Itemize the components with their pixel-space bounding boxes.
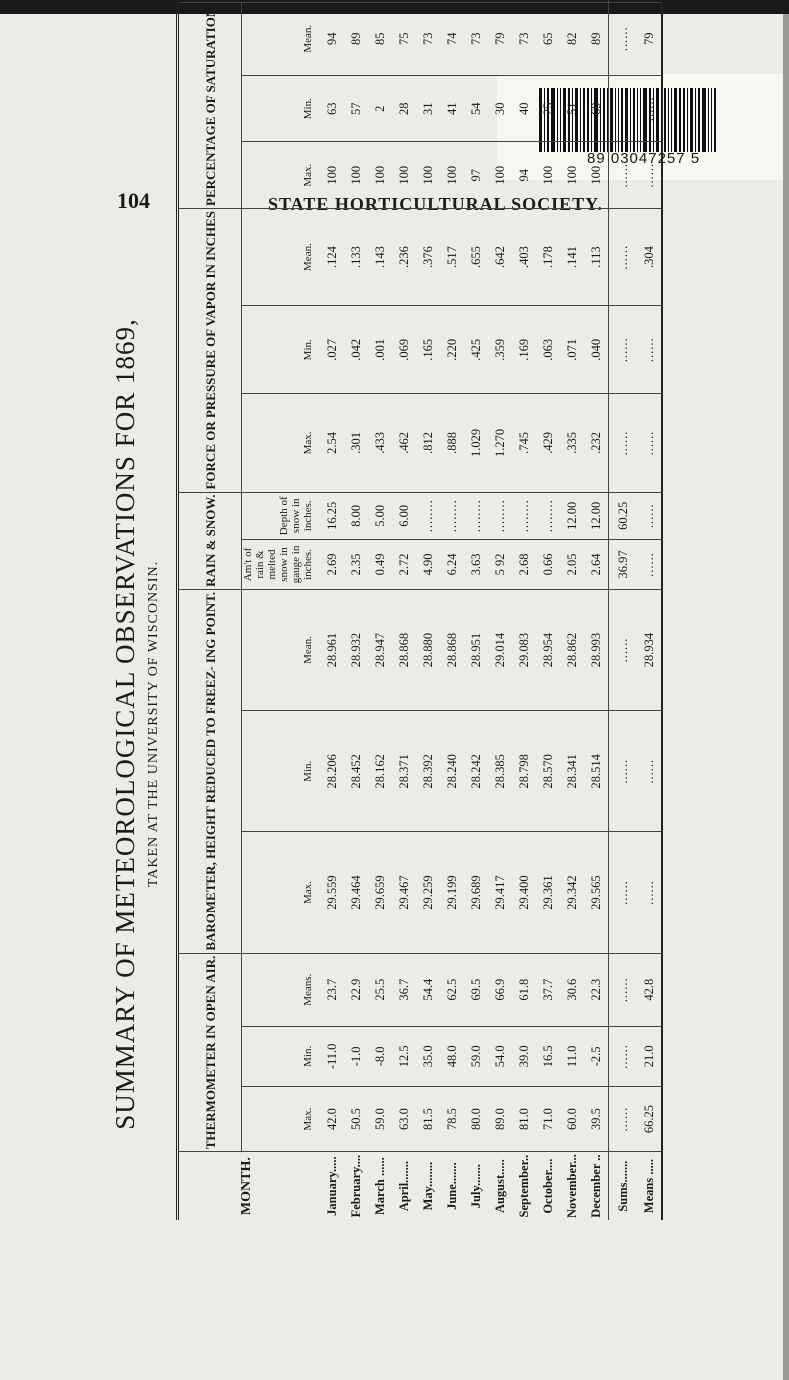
table-cell: 80.0 xyxy=(464,1086,488,1151)
table-cell xyxy=(512,0,536,2)
table-cell: 28.862 xyxy=(560,589,584,710)
table-cell: 100 xyxy=(536,142,560,209)
table-cell: .040 xyxy=(584,306,609,394)
table-cell: ...... xyxy=(609,2,638,75)
table-cell: 22.9 xyxy=(344,953,368,1026)
table-cell: 28.341 xyxy=(560,711,584,832)
page-number: 104 xyxy=(117,188,150,213)
col-header: Mean. xyxy=(242,208,315,305)
table-cell: 69.5 xyxy=(464,953,488,1026)
table-cell: ...... xyxy=(609,953,638,1026)
table-cell: .027 xyxy=(314,306,344,394)
table-cell: 6.24 xyxy=(440,540,464,590)
table-cell: 2.05 xyxy=(560,540,584,590)
table-cell: ...... xyxy=(609,832,638,953)
month-cell: May........ xyxy=(416,1152,440,1220)
table-cell: 16.25 xyxy=(314,492,344,539)
table-cell: 12.00 xyxy=(584,492,609,539)
table-cell: .655 xyxy=(464,208,488,305)
table-cell xyxy=(368,0,392,2)
table-cell: 60.0 xyxy=(560,1086,584,1151)
table-cell: 59.0 xyxy=(464,1026,488,1086)
table-cell: 75 xyxy=(392,2,416,75)
table-cell: 73 xyxy=(464,2,488,75)
table-cell: 59.0 xyxy=(368,1086,392,1151)
col-header: Min. xyxy=(242,75,315,142)
table-cell: 25.5 xyxy=(368,953,392,1026)
table-cell: 29.259 xyxy=(416,832,440,953)
table-cell: 2.64 xyxy=(584,540,609,590)
table-cell: .069 xyxy=(392,306,416,394)
table-cell: ...... xyxy=(609,208,638,305)
col-header: Max. xyxy=(242,832,315,953)
table-cell: 100 xyxy=(314,142,344,209)
table-cell: ...... xyxy=(609,394,638,492)
table-cell: 41 xyxy=(440,75,464,142)
table-row xyxy=(368,0,392,1220)
running-head: STATE HORTICULTURAL SOCIETY. xyxy=(268,194,603,214)
month-cell: February.... xyxy=(344,1152,368,1220)
table-cell: ...... xyxy=(609,589,638,710)
table-cell: 40 xyxy=(512,75,536,142)
col-header: Depth of snow in inches. xyxy=(242,492,315,539)
col-header: Mean. xyxy=(242,589,315,710)
month-cell: July....... xyxy=(464,1152,488,1220)
table-cell: .113 xyxy=(584,208,609,305)
month-cell: April....... xyxy=(392,1152,416,1220)
table-cell: 6.00 xyxy=(392,492,416,539)
table-cell: 82 xyxy=(560,2,584,75)
table-cell: .042 xyxy=(344,306,368,394)
table-cell xyxy=(560,0,584,2)
month-cell: Means ..... xyxy=(637,1152,662,1220)
table-cell: .517 xyxy=(440,208,464,305)
month-cell: December .. xyxy=(584,1152,609,1220)
table-cell: 28 xyxy=(392,75,416,142)
table-cell: 89 xyxy=(344,2,368,75)
table-cell: 89.0 xyxy=(488,1086,512,1151)
col-header: Max. xyxy=(242,394,315,492)
table-cell: 2.35 xyxy=(344,540,368,590)
table-cell xyxy=(314,0,344,2)
table-cell: 28.392 xyxy=(416,711,440,832)
table-subtitle: TAKEN AT THE UNIVERSITY OF WISCONSIN. xyxy=(146,560,161,888)
table-cell xyxy=(392,0,416,2)
table-cell: 28.961 xyxy=(314,589,344,710)
table-cell: 29.464 xyxy=(344,832,368,953)
table-cell: .335 xyxy=(560,394,584,492)
table-cell: 100 xyxy=(440,142,464,209)
month-cell: August..... xyxy=(488,1152,512,1220)
table-cell: -2.5 xyxy=(584,1026,609,1086)
month-cell: January..... xyxy=(314,1152,344,1220)
table-cell xyxy=(344,0,368,2)
table-title: SUMMARY OF METEOROLOGICAL OBSERVATIONS FOR 1869, xyxy=(110,318,140,1130)
table-cell: 2.68 xyxy=(512,540,536,590)
table-cell: .165 xyxy=(416,306,440,394)
table-cell: .888 xyxy=(440,394,464,492)
table-cell: 29.199 xyxy=(440,832,464,953)
col-header: Min. xyxy=(242,1026,315,1086)
table-cell: 29.559 xyxy=(314,832,344,953)
table-cell: 29.083 xyxy=(512,589,536,710)
observations-table xyxy=(176,0,663,1220)
table-cell: 39.0 xyxy=(512,1026,536,1086)
group-thermometer: THERMOMETER IN OPEN AIR. xyxy=(178,953,242,1152)
table-cell: .178 xyxy=(536,208,560,305)
table-cell: 74 xyxy=(440,2,464,75)
table-cell: .376 xyxy=(416,208,440,305)
table-cell: 36.97 xyxy=(609,540,638,590)
table-cell: 79 xyxy=(637,2,662,75)
table-cell: 28.947 xyxy=(368,589,392,710)
table-cell: 62.5 xyxy=(440,953,464,1026)
table-cell: .433 xyxy=(368,394,392,492)
table-cell: 28.385 xyxy=(488,711,512,832)
table-cell: .304 xyxy=(637,208,662,305)
table-cell: 30 xyxy=(488,75,512,142)
col-header: Max. xyxy=(302,1107,314,1131)
table-cell: ...... xyxy=(637,75,662,142)
table-cell: ........ xyxy=(440,492,464,539)
table-cell: 94 xyxy=(314,2,344,75)
table-cell: ...... xyxy=(637,832,662,953)
table-cell: 100 xyxy=(368,142,392,209)
table-cell xyxy=(416,0,440,2)
table-cell: ...... xyxy=(609,711,638,832)
table-cell: 4.90 xyxy=(416,540,440,590)
table-cell: 81.0 xyxy=(512,1086,536,1151)
table-cell: 29.400 xyxy=(512,832,536,953)
table-cell: 94 xyxy=(512,142,536,209)
table-cell xyxy=(488,0,512,2)
table-cell: 28.371 xyxy=(392,711,416,832)
table-row xyxy=(637,0,662,1220)
table-cell: 39.5 xyxy=(584,1086,609,1151)
table-cell: 5 92 xyxy=(488,540,512,590)
table-cell: 37.7 xyxy=(536,953,560,1026)
table-cell: 28.868 xyxy=(440,589,464,710)
table-cell: 28.240 xyxy=(440,711,464,832)
table-cell: .001 xyxy=(368,306,392,394)
table-cell: 16.5 xyxy=(536,1026,560,1086)
month-header: MONTH. xyxy=(178,1152,315,1220)
table-cell: ...... xyxy=(637,492,662,539)
month-cell: Sums....... xyxy=(609,1152,638,1220)
table-cell: .220 xyxy=(440,306,464,394)
table-cell: 29.361 xyxy=(536,832,560,953)
table-cell: 29.565 xyxy=(584,832,609,953)
table-cell: .425 xyxy=(464,306,488,394)
table-cell: .745 xyxy=(512,394,536,492)
table-cell: 28.452 xyxy=(344,711,368,832)
table-row xyxy=(440,0,464,1220)
table-cell: -8.0 xyxy=(368,1026,392,1086)
table-cell: ...... xyxy=(609,1026,638,1086)
table-cell: 1.029 xyxy=(464,394,488,492)
page-gutter xyxy=(783,14,789,1380)
table-cell: 54 xyxy=(464,75,488,142)
table-row xyxy=(512,0,536,1220)
table-cell: .141 xyxy=(560,208,584,305)
table-cell: .133 xyxy=(344,208,368,305)
col-header: Min. xyxy=(242,306,315,394)
group-saturation: PERCENTAGE OF SATURATION. xyxy=(178,2,242,208)
table-cell: 57 xyxy=(344,75,368,142)
table-cell: 100 xyxy=(416,142,440,209)
table-cell: ........ xyxy=(512,492,536,539)
table-row xyxy=(314,0,344,1220)
table-cell: 2.69 xyxy=(314,540,344,590)
table-cell: .063 xyxy=(536,306,560,394)
table-cell: 63 xyxy=(314,75,344,142)
table-row xyxy=(464,0,488,1220)
table-cell: 71.0 xyxy=(536,1086,560,1151)
table-cell: 100 xyxy=(392,142,416,209)
table-cell: 48.0 xyxy=(440,1026,464,1086)
table-cell: 29.342 xyxy=(560,832,584,953)
table-row xyxy=(536,0,560,1220)
table-cell: .812 xyxy=(416,394,440,492)
group-vapor: FORCE OR PRESSURE OF VAPOR IN INCHES xyxy=(178,208,242,492)
table-cell: 28.951 xyxy=(464,589,488,710)
table-cell: 28.993 xyxy=(584,589,609,710)
table-cell: 28.514 xyxy=(584,711,609,832)
table-cell: ...... xyxy=(637,711,662,832)
col-header: Am't of rain & melted snow in gauge in inches. xyxy=(242,540,315,590)
table-cell: 12.5 xyxy=(392,1026,416,1086)
table-cell: 5.00 xyxy=(368,492,392,539)
table-cell xyxy=(440,0,464,2)
table-cell: 3.63 xyxy=(464,540,488,590)
table-cell xyxy=(637,0,662,2)
table-cell: 100 xyxy=(488,142,512,209)
group-barometer: BAROMETER, HEIGHT REDUCED TO FREEZ- ING POINT. xyxy=(178,589,242,953)
table-cell: 28.206 xyxy=(314,711,344,832)
table-cell: 35.0 xyxy=(416,1026,440,1086)
table-cell: 29.014 xyxy=(488,589,512,710)
month-cell: November... xyxy=(560,1152,584,1220)
table-cell: 60.25 xyxy=(609,492,638,539)
table-cell: 29.659 xyxy=(368,832,392,953)
table-row xyxy=(609,0,638,1220)
table-cell: 28.954 xyxy=(536,589,560,710)
table-cell: 97 xyxy=(464,142,488,209)
table-cell: 54.0 xyxy=(488,1026,512,1086)
barcode-number: 89 03047257 5 xyxy=(587,150,701,167)
table-cell: 28.570 xyxy=(536,711,560,832)
table-cell: -11.0 xyxy=(314,1026,344,1086)
table-cell: -1.0 xyxy=(344,1026,368,1086)
table-cell: 2.54 xyxy=(314,394,344,492)
table-cell: .232 xyxy=(584,394,609,492)
table-cell: 73 xyxy=(416,2,440,75)
table-cell: .236 xyxy=(392,208,416,305)
table-cell: 0.66 xyxy=(536,540,560,590)
table-cell: 25 xyxy=(536,75,560,142)
col-header: Min. xyxy=(242,711,315,832)
table-cell: 29.467 xyxy=(392,832,416,953)
table-cell: 28.932 xyxy=(344,589,368,710)
table-cell: 89 xyxy=(584,2,609,75)
table-cell: .124 xyxy=(314,208,344,305)
table-cell: 28.162 xyxy=(368,711,392,832)
table-row xyxy=(416,0,440,1220)
table-cell: ...... xyxy=(609,306,638,394)
table-cell: 54.4 xyxy=(416,953,440,1026)
table-cell: .462 xyxy=(392,394,416,492)
table-cell: 36.7 xyxy=(392,953,416,1026)
table-row xyxy=(560,0,584,1220)
table-cell: 28.798 xyxy=(512,711,536,832)
table-cell: 30.6 xyxy=(560,953,584,1026)
table-cell: .071 xyxy=(560,306,584,394)
table-cell: ........ xyxy=(416,492,440,539)
table-cell: 51 xyxy=(560,75,584,142)
table-cell: 28.868 xyxy=(392,589,416,710)
table-cell: 66.9 xyxy=(488,953,512,1026)
table-cell: 21.0 xyxy=(637,1026,662,1086)
table-cell: 11.0 xyxy=(560,1026,584,1086)
table-cell: 31 xyxy=(416,75,440,142)
table-cell: ...... xyxy=(609,75,638,142)
table-cell: .169 xyxy=(512,306,536,394)
table-cell: 100 xyxy=(584,142,609,209)
table-row xyxy=(392,0,416,1220)
table-cell: 61.8 xyxy=(512,953,536,1026)
month-cell: June....... xyxy=(440,1152,464,1220)
table-cell: .143 xyxy=(368,208,392,305)
table-cell: 2 xyxy=(368,75,392,142)
table-cell: 29.417 xyxy=(488,832,512,953)
col-header: Means. xyxy=(242,953,315,1026)
table-cell: .429 xyxy=(536,394,560,492)
table-cell xyxy=(584,0,609,2)
table-cell: .403 xyxy=(512,208,536,305)
table-cell xyxy=(464,0,488,2)
month-cell: October.... xyxy=(536,1152,560,1220)
col-header: Mean. xyxy=(242,2,315,75)
table-cell: 0.49 xyxy=(368,540,392,590)
table-cell: 79 xyxy=(488,2,512,75)
group-rain-snow: RAIN & SNOW. xyxy=(178,492,242,589)
table-cell: 42.0 xyxy=(314,1086,344,1151)
table-cell: 28.934 xyxy=(637,589,662,710)
table-cell: 28.880 xyxy=(416,589,440,710)
table-cell: ........ xyxy=(536,492,560,539)
table-cell: ...... xyxy=(637,394,662,492)
table-cell: ...... xyxy=(637,540,662,590)
table-cell: 50.5 xyxy=(344,1086,368,1151)
table-row xyxy=(344,0,368,1220)
table-cell: 29.689 xyxy=(464,832,488,953)
table-cell: 22.3 xyxy=(584,953,609,1026)
table-cell: ...... xyxy=(609,142,638,209)
table-cell: 65 xyxy=(536,2,560,75)
month-cell: March ...... xyxy=(368,1152,392,1220)
table-cell: .642 xyxy=(488,208,512,305)
table-cell: 23.7 xyxy=(314,953,344,1026)
table-cell: 85 xyxy=(368,2,392,75)
table-row xyxy=(584,0,609,1220)
table-cell: 42.8 xyxy=(637,953,662,1026)
table-cell: ........ xyxy=(488,492,512,539)
table-cell: ........ xyxy=(464,492,488,539)
table-cell: 2.72 xyxy=(392,540,416,590)
table-cell: 63.0 xyxy=(392,1086,416,1151)
table-cell: 1.270 xyxy=(488,394,512,492)
table-cell: ...... xyxy=(637,142,662,209)
table-cell: .359 xyxy=(488,306,512,394)
table-cell: .301 xyxy=(344,394,368,492)
table-cell: 66.25 xyxy=(637,1086,662,1151)
month-cell: September.. xyxy=(512,1152,536,1220)
table-cell: 69 xyxy=(584,75,609,142)
table-cell: 78.5 xyxy=(440,1086,464,1151)
table-row xyxy=(488,0,512,1220)
table-body xyxy=(314,0,662,1220)
table-cell: 28.242 xyxy=(464,711,488,832)
table-cell: ...... xyxy=(609,1086,638,1151)
table-cell xyxy=(609,0,638,2)
table-cell: 12.00 xyxy=(560,492,584,539)
table-cell: 81.5 xyxy=(416,1086,440,1151)
table-cell: 73 xyxy=(512,2,536,75)
table-cell xyxy=(536,0,560,2)
table-cell: 8.00 xyxy=(344,492,368,539)
table-cell: 100 xyxy=(344,142,368,209)
col-header: Max. xyxy=(242,142,315,209)
table-cell: 100 xyxy=(560,142,584,209)
table-cell: ...... xyxy=(637,306,662,394)
